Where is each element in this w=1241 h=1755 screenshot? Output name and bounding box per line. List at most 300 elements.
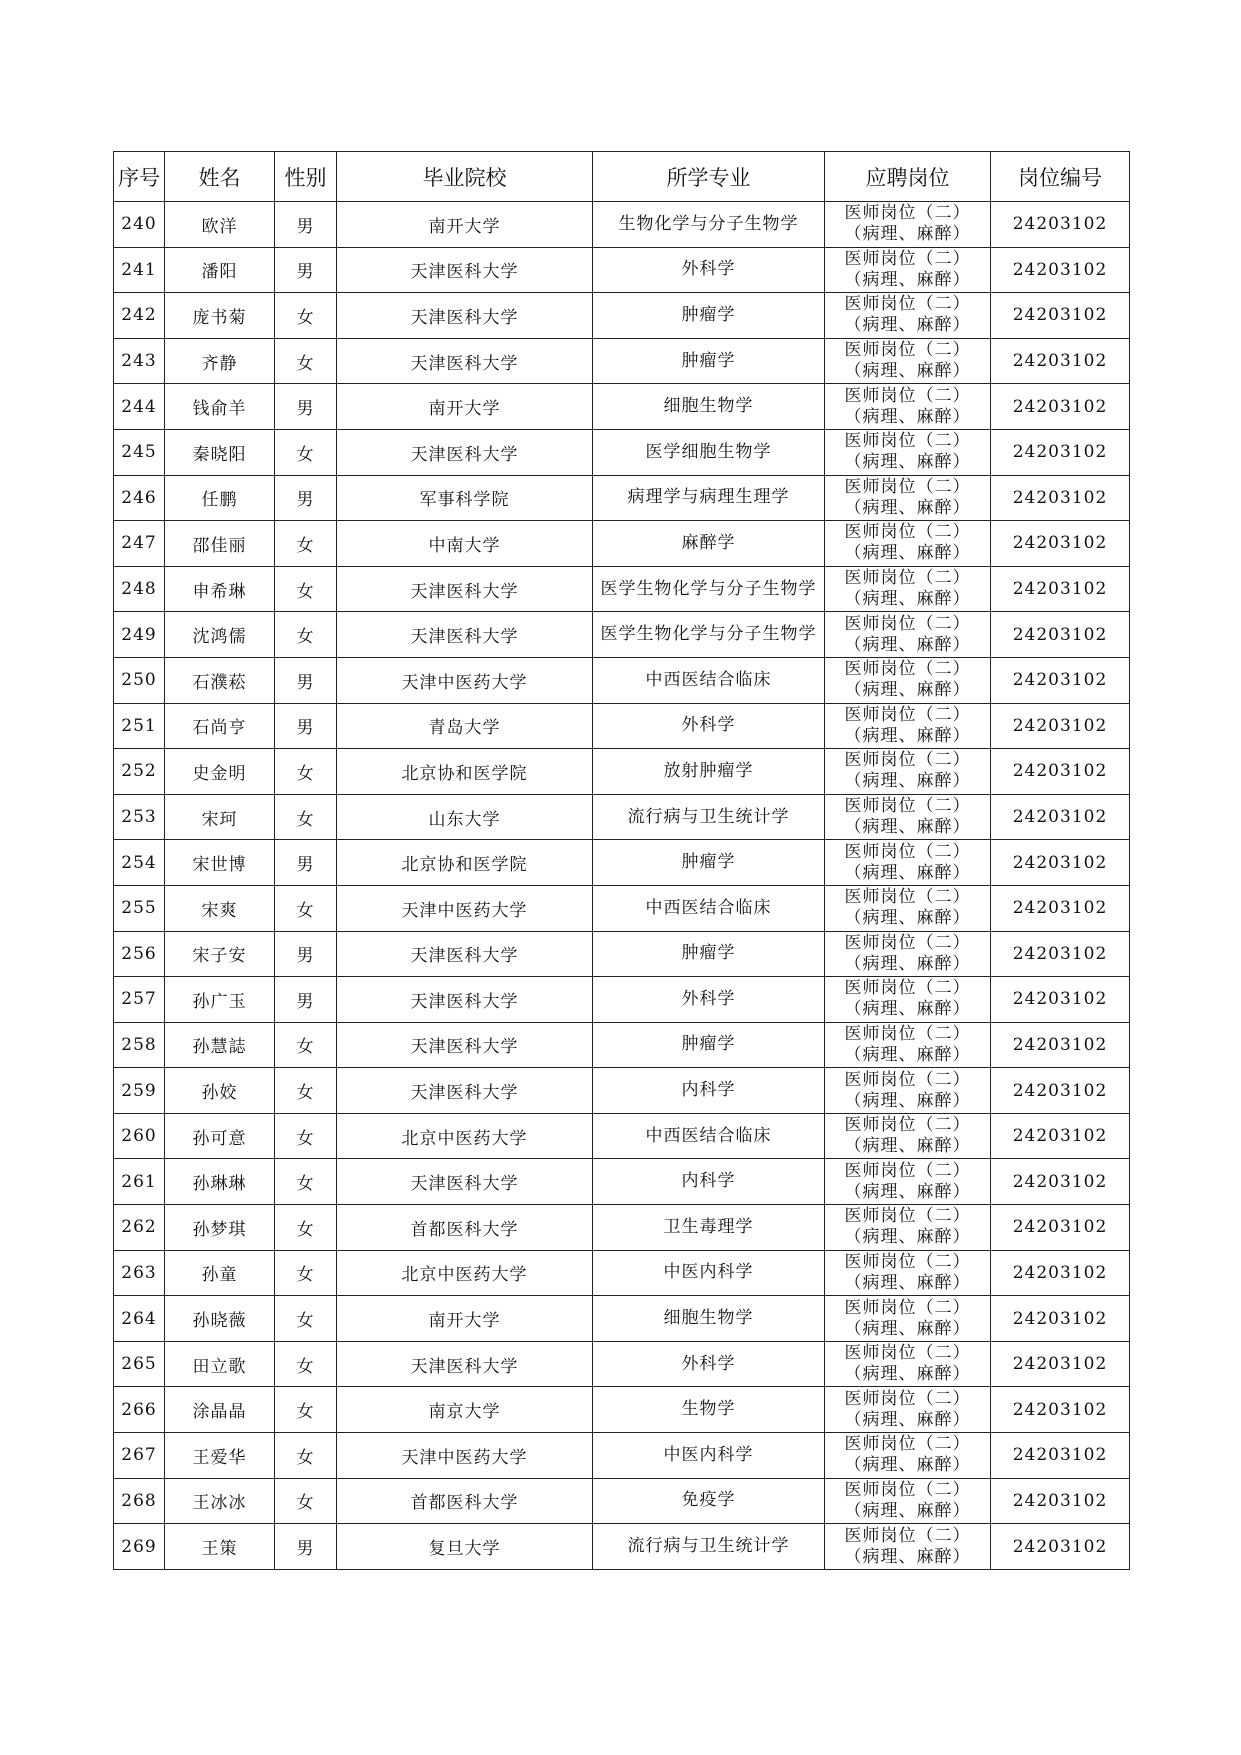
- post-dept-line: （病理、麻醉）: [844, 908, 971, 929]
- cell-seq: 252: [114, 749, 165, 795]
- cell-name: 欧洋: [165, 202, 275, 248]
- cell-school: 天津医科大学: [337, 247, 593, 293]
- post-dept-line: （病理、麻醉）: [844, 406, 971, 427]
- cell-name: 孙梦琪: [165, 1205, 275, 1251]
- post-title-line: 医师岗位（二）: [844, 1343, 971, 1364]
- post-title-line: 医师岗位（二）: [844, 1525, 971, 1546]
- cell-major: 卫生毒理学: [593, 1205, 825, 1251]
- cell-major: 病理学与病理生理学: [593, 475, 825, 521]
- cell-name: 钱俞羊: [165, 384, 275, 430]
- cell-post: [825, 475, 991, 521]
- cell-school: 军事科学院: [337, 475, 593, 521]
- cell-post-code: 24203102: [991, 1159, 1130, 1205]
- cell-name: 田立歌: [165, 1341, 275, 1387]
- cell-name: 任鹏: [165, 475, 275, 521]
- cell-post-code: 24203102: [991, 1387, 1130, 1433]
- cell-gender: 女: [275, 1022, 337, 1068]
- cell-post: [825, 931, 991, 977]
- table-row: [114, 1524, 1130, 1570]
- cell-seq: 248: [114, 566, 165, 612]
- cell-post-code: 24203102: [991, 1022, 1130, 1068]
- cell-post: [825, 1205, 991, 1251]
- cell-name: 孙可意: [165, 1113, 275, 1159]
- cell-gender: 女: [275, 1387, 337, 1433]
- post-title-line: 医师岗位（二）: [844, 841, 971, 862]
- post-title-line: 医师岗位（二）: [844, 932, 971, 953]
- cell-seq: 257: [114, 977, 165, 1023]
- table-row: [114, 429, 1130, 475]
- table-row: [114, 1113, 1130, 1159]
- cell-name: 宋世博: [165, 840, 275, 886]
- cell-major: 外科学: [593, 247, 825, 293]
- cell-seq: 254: [114, 840, 165, 886]
- cell-post: [825, 429, 991, 475]
- cell-school: 北京中医药大学: [337, 1113, 593, 1159]
- cell-school: 天津医科大学: [337, 566, 593, 612]
- cell-school: 天津医科大学: [337, 977, 593, 1023]
- post-dept-line: （病理、麻醉）: [844, 1500, 971, 1521]
- cell-name: 孙广玉: [165, 977, 275, 1023]
- table-row: [114, 1341, 1130, 1387]
- post-dept-line: （病理、麻醉）: [844, 269, 971, 290]
- cell-gender: 男: [275, 703, 337, 749]
- cell-gender: 男: [275, 977, 337, 1023]
- cell-post: [825, 1068, 991, 1114]
- cell-seq: 243: [114, 338, 165, 384]
- post-title-line: 医师岗位（二）: [844, 659, 971, 680]
- cell-post: [825, 566, 991, 612]
- cell-seq: 269: [114, 1524, 165, 1570]
- cell-post-code: 24203102: [991, 703, 1130, 749]
- cell-name: 王策: [165, 1524, 275, 1570]
- post-title-line: 医师岗位（二）: [844, 1023, 971, 1044]
- cell-post-code: 24203102: [991, 521, 1130, 567]
- post-dept-line: （病理、麻醉）: [844, 224, 971, 245]
- cell-gender: 女: [275, 1205, 337, 1251]
- cell-post-code: 24203102: [991, 293, 1130, 339]
- cell-school: 天津医科大学: [337, 612, 593, 658]
- cell-seq: 244: [114, 384, 165, 430]
- cell-school: 北京中医药大学: [337, 1250, 593, 1296]
- cell-seq: 242: [114, 293, 165, 339]
- cell-major: 生物化学与分子生物学: [593, 202, 825, 248]
- post-title-line: 医师岗位（二）: [844, 476, 971, 497]
- cell-post: [825, 840, 991, 886]
- table-row: [114, 202, 1130, 248]
- cell-seq: 265: [114, 1341, 165, 1387]
- table-row: [114, 1250, 1130, 1296]
- cell-gender: 女: [275, 293, 337, 339]
- cell-post-code: 24203102: [991, 749, 1130, 795]
- post-dept-line: （病理、麻醉）: [844, 634, 971, 655]
- table-row: [114, 1022, 1130, 1068]
- cell-post: [825, 1250, 991, 1296]
- cell-post-code: 24203102: [991, 1433, 1130, 1479]
- cell-gender: 女: [275, 1341, 337, 1387]
- cell-post-code: 24203102: [991, 338, 1130, 384]
- post-dept-line: （病理、麻醉）: [844, 1136, 971, 1157]
- table-row: [114, 977, 1130, 1023]
- cell-gender: 女: [275, 1296, 337, 1342]
- post-title-line: 医师岗位（二）: [844, 796, 971, 817]
- table-row: [114, 612, 1130, 658]
- cell-seq: 251: [114, 703, 165, 749]
- post-dept-line: （病理、麻醉）: [844, 771, 971, 792]
- cell-gender: 男: [275, 840, 337, 886]
- cell-seq: 260: [114, 1113, 165, 1159]
- post-dept-line: （病理、麻醉）: [844, 1090, 971, 1111]
- post-title-line: 医师岗位（二）: [844, 568, 971, 589]
- cell-post-code: 24203102: [991, 247, 1130, 293]
- cell-name: 涂晶晶: [165, 1387, 275, 1433]
- post-dept-line: （病理、麻醉）: [844, 1409, 971, 1430]
- post-dept-line: （病理、麻醉）: [844, 497, 971, 518]
- cell-gender: 女: [275, 566, 337, 612]
- cell-school: 天津医科大学: [337, 1022, 593, 1068]
- table-row: [114, 931, 1130, 977]
- cell-post: [825, 885, 991, 931]
- post-title-line: 医师岗位（二）: [844, 1069, 971, 1090]
- cell-major: 肿瘤学: [593, 1022, 825, 1068]
- table-row: [114, 1387, 1130, 1433]
- post-dept-line: （病理、麻醉）: [844, 1044, 971, 1065]
- cell-school: 北京协和医学院: [337, 749, 593, 795]
- cell-gender: 男: [275, 657, 337, 703]
- cell-gender: 女: [275, 521, 337, 567]
- post-title-line: 医师岗位（二）: [844, 1479, 971, 1500]
- cell-seq: 261: [114, 1159, 165, 1205]
- cell-post: [825, 1387, 991, 1433]
- post-dept-line: （病理、麻醉）: [844, 953, 971, 974]
- table-row: [114, 657, 1130, 703]
- cell-name: 宋爽: [165, 885, 275, 931]
- cell-name: 孙慧誌: [165, 1022, 275, 1068]
- cell-major: 生物学: [593, 1387, 825, 1433]
- post-dept-line: （病理、麻醉）: [844, 1272, 971, 1293]
- header-major: 所学专业: [593, 152, 825, 202]
- cell-name: 孙姣: [165, 1068, 275, 1114]
- cell-seq: 268: [114, 1478, 165, 1524]
- cell-school: 南开大学: [337, 384, 593, 430]
- cell-gender: 女: [275, 1433, 337, 1479]
- post-title-line: 医师岗位（二）: [844, 704, 971, 725]
- cell-gender: 女: [275, 429, 337, 475]
- cell-major: 外科学: [593, 977, 825, 1023]
- cell-name: 石濮菘: [165, 657, 275, 703]
- header-post: 应聘岗位: [825, 152, 991, 202]
- cell-post-code: 24203102: [991, 657, 1130, 703]
- cell-major: 外科学: [593, 703, 825, 749]
- cell-major: 肿瘤学: [593, 840, 825, 886]
- cell-post: [825, 338, 991, 384]
- cell-major: 流行病与卫生统计学: [593, 1524, 825, 1570]
- post-dept-line: （病理、麻醉）: [844, 452, 971, 473]
- cell-school: 青岛大学: [337, 703, 593, 749]
- post-dept-line: （病理、麻醉）: [844, 1227, 971, 1248]
- post-title-line: 医师岗位（二）: [844, 1160, 971, 1181]
- cell-school: 天津医科大学: [337, 931, 593, 977]
- cell-post-code: 24203102: [991, 1068, 1130, 1114]
- cell-school: 天津医科大学: [337, 1341, 593, 1387]
- cell-major: 肿瘤学: [593, 931, 825, 977]
- cell-seq: 250: [114, 657, 165, 703]
- cell-school: 首都医科大学: [337, 1478, 593, 1524]
- cell-school: 山东大学: [337, 794, 593, 840]
- header-school: 毕业院校: [337, 152, 593, 202]
- cell-post: [825, 384, 991, 430]
- cell-post: [825, 247, 991, 293]
- cell-major: 医学生物化学与分子生物学: [593, 612, 825, 658]
- cell-gender: 女: [275, 1478, 337, 1524]
- post-title-line: 医师岗位（二）: [844, 1388, 971, 1409]
- cell-seq: 240: [114, 202, 165, 248]
- cell-post-code: 24203102: [991, 566, 1130, 612]
- cell-seq: 262: [114, 1205, 165, 1251]
- post-title-line: 医师岗位（二）: [844, 203, 971, 224]
- cell-gender: 女: [275, 794, 337, 840]
- post-dept-line: （病理、麻醉）: [844, 1318, 971, 1339]
- cell-post-code: 24203102: [991, 931, 1130, 977]
- cell-seq: 255: [114, 885, 165, 931]
- cell-gender: 女: [275, 885, 337, 931]
- cell-name: 邵佳丽: [165, 521, 275, 567]
- cell-post-code: 24203102: [991, 1478, 1130, 1524]
- cell-major: 肿瘤学: [593, 293, 825, 339]
- cell-gender: 男: [275, 1524, 337, 1570]
- cell-name: 秦晓阳: [165, 429, 275, 475]
- cell-gender: 女: [275, 1113, 337, 1159]
- cell-school: 天津医科大学: [337, 338, 593, 384]
- cell-post-code: 24203102: [991, 612, 1130, 658]
- table-row: [114, 475, 1130, 521]
- post-dept-line: （病理、麻醉）: [844, 1181, 971, 1202]
- cell-post-code: 24203102: [991, 429, 1130, 475]
- cell-post: [825, 703, 991, 749]
- post-title-line: 医师岗位（二）: [844, 431, 971, 452]
- table-row: [114, 1159, 1130, 1205]
- cell-name: 孙童: [165, 1250, 275, 1296]
- cell-school: 天津中医药大学: [337, 1433, 593, 1479]
- cell-post: [825, 521, 991, 567]
- table-row: [114, 247, 1130, 293]
- cell-school: 南京大学: [337, 1387, 593, 1433]
- cell-name: 石尚亨: [165, 703, 275, 749]
- cell-seq: 259: [114, 1068, 165, 1114]
- post-title-line: 医师岗位（二）: [844, 1206, 971, 1227]
- cell-seq: 264: [114, 1296, 165, 1342]
- cell-seq: 266: [114, 1387, 165, 1433]
- cell-gender: 男: [275, 202, 337, 248]
- cell-post: [825, 977, 991, 1023]
- post-dept-line: （病理、麻醉）: [844, 361, 971, 382]
- header-seq: 序号: [114, 152, 165, 202]
- cell-major: 流行病与卫生统计学: [593, 794, 825, 840]
- cell-major: 细胞生物学: [593, 384, 825, 430]
- header-name: 姓名: [165, 152, 275, 202]
- cell-gender: 男: [275, 247, 337, 293]
- post-dept-line: （病理、麻醉）: [844, 1364, 971, 1385]
- post-title-line: 医师岗位（二）: [844, 385, 971, 406]
- cell-school: 中南大学: [337, 521, 593, 567]
- post-title-line: 医师岗位（二）: [844, 1251, 971, 1272]
- table-row: [114, 384, 1130, 430]
- cell-school: 天津医科大学: [337, 1159, 593, 1205]
- cell-post: [825, 1159, 991, 1205]
- cell-seq: 247: [114, 521, 165, 567]
- cell-post: [825, 1524, 991, 1570]
- post-title-line: 医师岗位（二）: [844, 248, 971, 269]
- post-dept-line: （病理、麻醉）: [844, 680, 971, 701]
- cell-name: 宋珂: [165, 794, 275, 840]
- post-dept-line: （病理、麻醉）: [844, 725, 971, 746]
- table-row: [114, 1478, 1130, 1524]
- cell-gender: 男: [275, 384, 337, 430]
- cell-name: 孙琳琳: [165, 1159, 275, 1205]
- cell-name: 沈鸿儒: [165, 612, 275, 658]
- table-row: [114, 521, 1130, 567]
- cell-post-code: 24203102: [991, 384, 1130, 430]
- applicant-table: [113, 151, 1130, 1570]
- table-row: [114, 566, 1130, 612]
- cell-major: 中医内科学: [593, 1250, 825, 1296]
- cell-post: [825, 293, 991, 339]
- cell-gender: 男: [275, 931, 337, 977]
- cell-major: 医学细胞生物学: [593, 429, 825, 475]
- cell-post-code: 24203102: [991, 1113, 1130, 1159]
- cell-post: [825, 749, 991, 795]
- cell-post: [825, 1478, 991, 1524]
- post-dept-line: （病理、麻醉）: [844, 543, 971, 564]
- cell-post-code: 24203102: [991, 885, 1130, 931]
- post-title-line: 医师岗位（二）: [844, 1297, 971, 1318]
- cell-post: [825, 1113, 991, 1159]
- cell-name: 孙晓薇: [165, 1296, 275, 1342]
- cell-post-code: 24203102: [991, 794, 1130, 840]
- cell-gender: 女: [275, 612, 337, 658]
- cell-major: 内科学: [593, 1159, 825, 1205]
- table-row: [114, 293, 1130, 339]
- table-row: [114, 794, 1130, 840]
- cell-post: [825, 1433, 991, 1479]
- cell-post-code: 24203102: [991, 1250, 1130, 1296]
- cell-major: 中西医结合临床: [593, 1113, 825, 1159]
- cell-post-code: 24203102: [991, 1296, 1130, 1342]
- table-row: [114, 840, 1130, 886]
- post-title-line: 医师岗位（二）: [844, 522, 971, 543]
- cell-major: 细胞生物学: [593, 1296, 825, 1342]
- post-dept-line: （病理、麻醉）: [844, 1455, 971, 1476]
- cell-post: [825, 794, 991, 840]
- cell-name: 潘阳: [165, 247, 275, 293]
- cell-post: [825, 202, 991, 248]
- cell-major: 麻醉学: [593, 521, 825, 567]
- cell-seq: 241: [114, 247, 165, 293]
- cell-post-code: 24203102: [991, 202, 1130, 248]
- cell-school: 南开大学: [337, 202, 593, 248]
- post-dept-line: （病理、麻醉）: [844, 999, 971, 1020]
- table-header-row: [114, 152, 1130, 202]
- table-row: [114, 1296, 1130, 1342]
- cell-major: 中西医结合临床: [593, 657, 825, 703]
- cell-seq: 246: [114, 475, 165, 521]
- cell-name: 宋子安: [165, 931, 275, 977]
- cell-seq: 258: [114, 1022, 165, 1068]
- cell-gender: 女: [275, 749, 337, 795]
- post-dept-line: （病理、麻醉）: [844, 1546, 971, 1567]
- table-row: [114, 1068, 1130, 1114]
- cell-school: 天津医科大学: [337, 429, 593, 475]
- cell-post-code: 24203102: [991, 840, 1130, 886]
- post-dept-line: （病理、麻醉）: [844, 817, 971, 838]
- cell-major: 内科学: [593, 1068, 825, 1114]
- post-dept-line: （病理、麻醉）: [844, 589, 971, 610]
- cell-post-code: 24203102: [991, 475, 1130, 521]
- cell-major: 中医内科学: [593, 1433, 825, 1479]
- cell-post: [825, 1022, 991, 1068]
- cell-name: 王爱华: [165, 1433, 275, 1479]
- table-body: [114, 202, 1130, 1570]
- post-title-line: 医师岗位（二）: [844, 887, 971, 908]
- cell-post-code: 24203102: [991, 977, 1130, 1023]
- cell-name: 史金明: [165, 749, 275, 795]
- cell-school: 首都医科大学: [337, 1205, 593, 1251]
- post-title-line: 医师岗位（二）: [844, 978, 971, 999]
- cell-name: 申希琳: [165, 566, 275, 612]
- cell-major: 医学生物化学与分子生物学: [593, 566, 825, 612]
- table-row: [114, 749, 1130, 795]
- table-row: [114, 1205, 1130, 1251]
- post-title-line: 医师岗位（二）: [844, 294, 971, 315]
- cell-post-code: 24203102: [991, 1524, 1130, 1570]
- cell-major: 放射肿瘤学: [593, 749, 825, 795]
- header-post-code: 岗位编号: [991, 152, 1130, 202]
- cell-school: 南开大学: [337, 1296, 593, 1342]
- cell-post: [825, 1296, 991, 1342]
- cell-school: 北京协和医学院: [337, 840, 593, 886]
- cell-post: [825, 612, 991, 658]
- cell-post-code: 24203102: [991, 1205, 1130, 1251]
- cell-name: 齐静: [165, 338, 275, 384]
- cell-school: 天津医科大学: [337, 293, 593, 339]
- cell-post: [825, 657, 991, 703]
- post-title-line: 医师岗位（二）: [844, 613, 971, 634]
- cell-seq: 245: [114, 429, 165, 475]
- cell-name: 庞书菊: [165, 293, 275, 339]
- cell-major: 外科学: [593, 1341, 825, 1387]
- cell-gender: 男: [275, 475, 337, 521]
- cell-post-code: 24203102: [991, 1341, 1130, 1387]
- post-title-line: 医师岗位（二）: [844, 1115, 971, 1136]
- cell-school: 天津中医药大学: [337, 657, 593, 703]
- cell-name: 王冰冰: [165, 1478, 275, 1524]
- post-dept-line: （病理、麻醉）: [844, 315, 971, 336]
- post-dept-line: （病理、麻醉）: [844, 862, 971, 883]
- post-title-line: 医师岗位（二）: [844, 340, 971, 361]
- cell-major: 中西医结合临床: [593, 885, 825, 931]
- table-row: [114, 703, 1130, 749]
- table-row: [114, 885, 1130, 931]
- table-row: [114, 1433, 1130, 1479]
- header-gender: 性别: [275, 152, 337, 202]
- post-title-line: 医师岗位（二）: [844, 750, 971, 771]
- cell-gender: 女: [275, 1250, 337, 1296]
- cell-seq: 253: [114, 794, 165, 840]
- cell-gender: 女: [275, 338, 337, 384]
- cell-major: 免疫学: [593, 1478, 825, 1524]
- cell-school: 天津中医药大学: [337, 885, 593, 931]
- cell-seq: 256: [114, 931, 165, 977]
- cell-gender: 女: [275, 1068, 337, 1114]
